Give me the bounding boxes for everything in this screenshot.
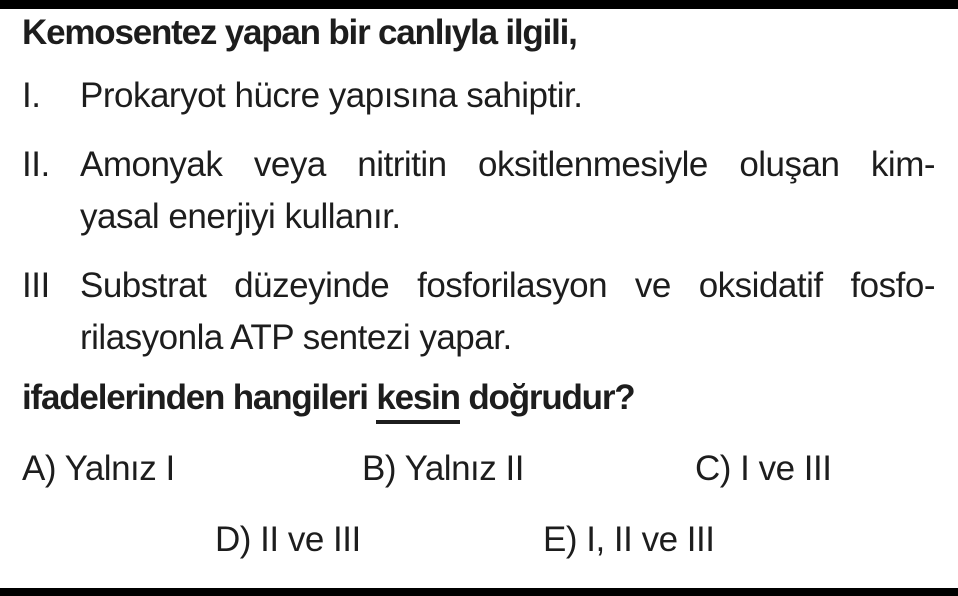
statement-3-line-1: Substrat düzeyinde fosforilasyon ve oksidatif fosfo- <box>80 266 935 305</box>
option-d-label: D) <box>215 520 251 559</box>
option-a-label: A) <box>22 449 56 488</box>
statement-1-numeral: I. <box>22 76 41 115</box>
option-d-text: II ve III <box>260 520 361 559</box>
statement-1 <box>22 70 935 122</box>
statement-1-text <box>80 70 935 122</box>
statement-2-line-2: yasal enerjiyi kullanır. <box>80 197 401 236</box>
option-c-label: C) <box>695 449 731 488</box>
option-a-text: Yalnız I <box>64 449 175 488</box>
options-row-1 <box>22 443 935 495</box>
stem-emphasis-underlined: kesin <box>376 378 460 424</box>
option-c-text: I ve III <box>740 449 832 488</box>
option-e[interactable] <box>543 514 714 566</box>
option-e-text: I, II ve III <box>586 520 715 559</box>
question-card <box>22 8 935 585</box>
option-a[interactable] <box>22 443 175 495</box>
statement-1-line-1: Prokaryot hücre yapısına sahiptir. <box>80 76 583 115</box>
statement-2-line-1: Amonyak veya nitritin oksitlenmesiyle oluşan kim- <box>80 145 935 184</box>
option-b-label: B) <box>362 449 396 488</box>
option-e-label: E) <box>543 520 577 559</box>
statement-3-text <box>80 260 935 364</box>
bottom-rule <box>0 588 958 596</box>
statement-2-text <box>80 139 935 243</box>
option-b[interactable] <box>362 443 524 495</box>
question-stem <box>22 372 935 424</box>
statement-3 <box>22 260 935 364</box>
option-d[interactable] <box>215 514 361 566</box>
stem-prefix: ifadelerinden hangileri <box>22 378 377 417</box>
statement-3-line-2: rilasyonla ATP sentezi yapar. <box>80 318 512 357</box>
statement-2 <box>22 139 935 243</box>
statement-3-numeral: III <box>22 266 50 305</box>
options-row-2 <box>22 514 935 566</box>
option-c[interactable] <box>695 443 831 495</box>
option-b-text: Yalnız II <box>404 449 524 488</box>
statement-2-numeral: II. <box>22 145 50 184</box>
stem-suffix: doğrudur? <box>459 378 635 417</box>
question-intro: Kemosentez yapan bir canlıyla ilgili, <box>22 13 577 52</box>
